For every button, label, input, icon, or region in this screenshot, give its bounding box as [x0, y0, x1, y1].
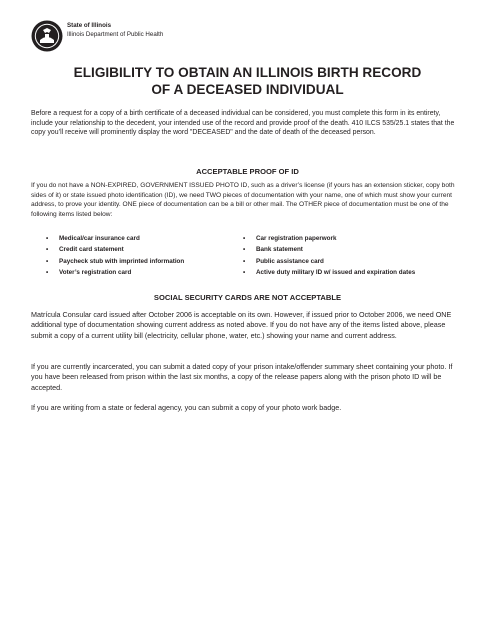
incarcerated-paragraph: If you are currently incarcerated, you can submit a dated copy of your prison intake/offender summary sheet containing your photo. If you have been released from prison within the last six months, a copy of the release papers along with the prison photo ID will be accepted. — [31, 362, 453, 392]
list-item: • Car registration paperwork — [243, 233, 415, 244]
bullet-icon: • — [46, 257, 49, 265]
bullet-icon: • — [243, 257, 246, 265]
bullet-icon: • — [46, 268, 49, 276]
list-item: • Credit card statement — [46, 244, 184, 255]
department-name: Illinois Department of Public Health — [67, 31, 164, 38]
ssn-not-acceptable-heading: SOCIAL SECURITY CARDS ARE NOT ACCEPTABLE — [153, 293, 342, 302]
list-item: • Voter’s registration card — [46, 267, 184, 278]
list-item: • Medical/car insurance card — [46, 233, 184, 244]
title-line-1: ELIGIBILITY TO OBTAIN AN ILLINOIS BIRTH RECORD — [73, 65, 422, 80]
agency-badge-paragraph: If you are writing from a state or federal agency, you can submit a copy of your photo work badge. — [31, 403, 342, 412]
matricula-paragraph: Matrícula Consular card issued after October 2006 is acceptable on its own. However, if issued prior to October 2006, we need ONE additional type of documentation showing current address as noted above. If you do not have any of the items listed above, please submit a copy of a current utility bill (electricity, cellular phone, water, etc.) showing your name and current address. — [31, 310, 452, 340]
list-item: • Bank statement — [243, 244, 415, 255]
title-line-2: OF A DECEASED INDIVIDUAL — [151, 82, 344, 97]
agency-header — [67, 21, 163, 39]
documentation-list-left — [46, 233, 184, 278]
illinois-state-seal-icon — [31, 20, 63, 52]
list-item: • Public assistance card — [243, 256, 415, 267]
proof-of-id-paragraph: If you do not have a NON-EXPIRED, GOVERNMENT ISSUED PHOTO ID, such as a driver’s license (if yours has an extension sticker, copy both sides of it) or state issued photo identification (ID), we need TWO pieces of documentation with your name, one of which must show your current address, to prove your identity. ONE piece of documentation can be a bill or other mail. The OTHER piece of documentation must be one of the following items listed below: — [31, 182, 455, 218]
state-name: State of Illinois — [67, 22, 112, 29]
list-item: • Active duty military ID w/ issued and expiration dates — [243, 267, 415, 278]
bullet-icon: • — [46, 246, 49, 254]
bullet-icon: • — [46, 235, 49, 242]
page-title — [30, 64, 465, 98]
intro-paragraph: Before a request for a copy of a birth certificate of a deceased individual can be considered, you must complete this form in its entirety, include your relationship to the decedent, your intended use of the record and provide proof of the death. 410 ILCS 535/25.1 states that the copy you’ll receive will prominently display the word "DECEASED" and the date of death of the deceased person. — [31, 110, 455, 137]
bullet-icon: • — [243, 235, 246, 242]
documentation-list-right — [243, 233, 415, 278]
bullet-icon: • — [243, 268, 246, 276]
bullet-icon: • — [243, 246, 246, 254]
proof-of-id-heading: ACCEPTABLE PROOF OF ID — [196, 167, 299, 176]
list-item: • Paycheck stub with imprinted information — [46, 256, 184, 267]
